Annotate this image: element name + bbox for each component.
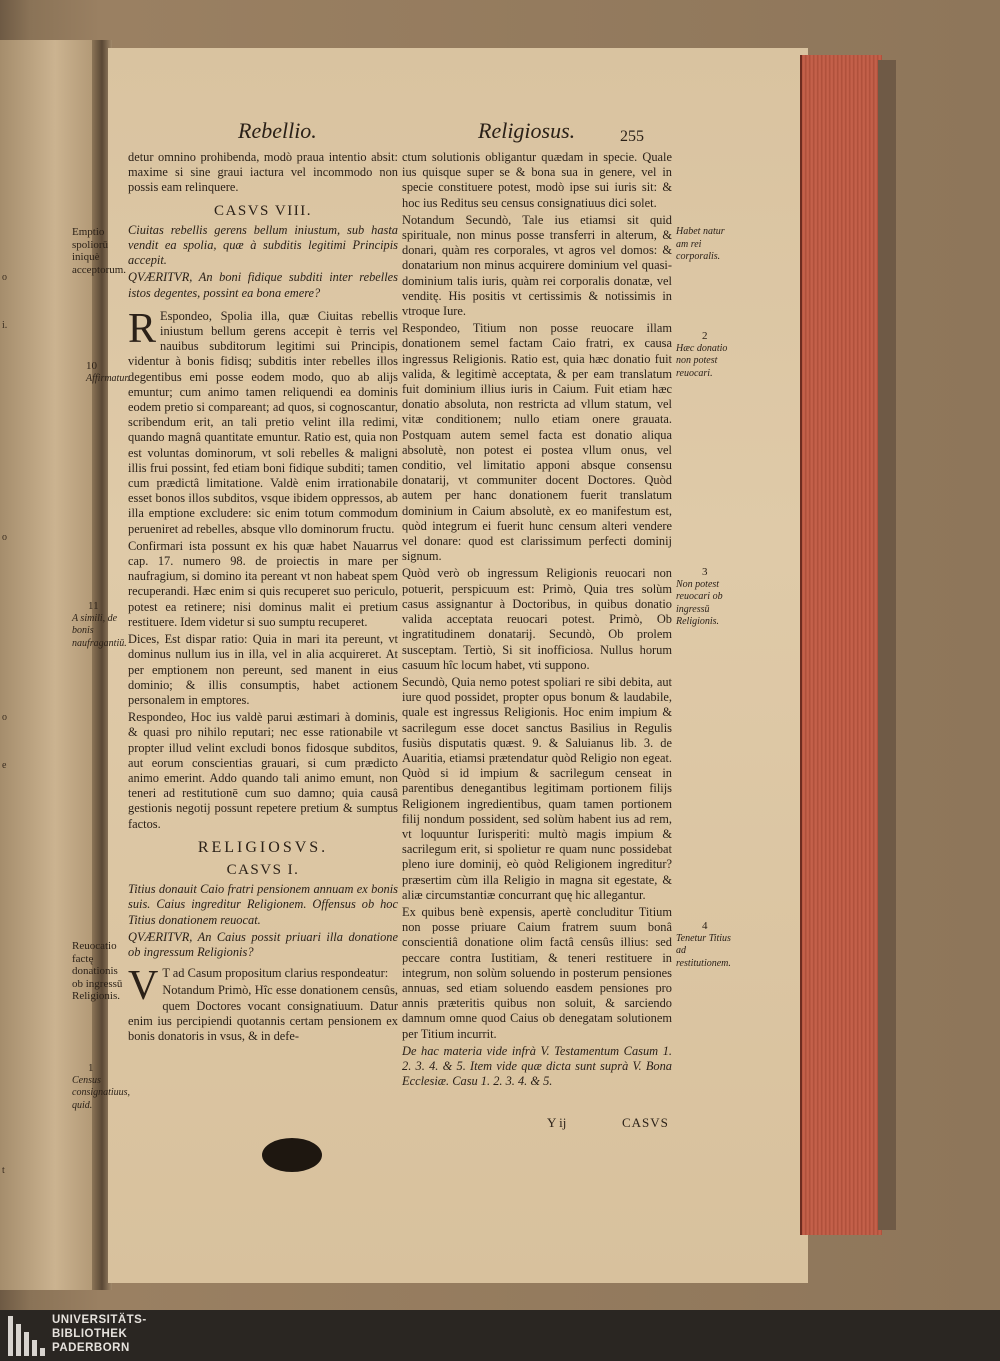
right-paragraph-7: De hac materia vide infrà V. Testamentum Casum 1. 2. 3. 4. & 5. Item vide quæ dicta sunt suprà V. Bona Ecclesiæ. Casu 1. 2. 3. 4. & 5. [402,1043,672,1089]
casus-i-question: QVÆRITVR, An Caius possit priuari illa donatione ob ingressum Religionis? [128,929,398,959]
ink-stain [262,1138,322,1172]
margin-note-text: Habet natur am rei corporalis. [676,226,725,262]
left-page-fragment: o [2,712,7,723]
library-logo-text [52,1313,147,1355]
right-paragraph-2: Notandum Secundò, Tale ius etiamsi sit quid spirituale, non minus posse transferri in alterum, & donari, quàm res corporales, vt agros vel domos: & donatarium non minus acquirere dominium vel quasi-dominium talis iuris, quàm rei corporalis donatæ, vel venditę. His positis vt certissimis & notissimis in vtroque Iure. [402,212,672,319]
respondeo2-paragraph: Respondeo, Hoc ius valdè parui æstimari à dominis, & quasi pro nihilo reputari; nec esse rationabile vt propter illud velint excludi bonos fidosque subditos, aut eorum conscientias grauari, si cum prædicto animo emerint. Addo quando tali animo emunt, non teneri ad restitutionē cum suo damno; quia causâ gestionis negotij possunt repetere pretium & sumptus factos. [128,710,398,831]
book-cover-edge [878,60,896,1230]
margin-note-number: 3 [702,566,708,578]
margin-note-text: Affirmatur. [86,372,130,384]
vt-paragraph [128,963,398,1010]
margin-note-number: 10 [86,360,97,372]
margin-note-number: 4 [702,920,708,932]
running-head-right: Religiosus. [478,118,576,143]
margin-note-number: 2 [702,330,708,342]
dropcap-v: V [128,963,159,1010]
casus-viii-heading: CASVS VIII. [214,202,312,219]
margin-note-reuocatio: Reuocatio factę donationis ob ingressū Religionis. [72,940,123,1002]
margin-note-text: A simili, de bonis naufragantiū. [72,612,127,649]
margin-note-4 [676,920,734,970]
margin-note-2 [676,330,734,380]
margin-note-11 [72,600,126,650]
right-paragraph-1: ctum solutionis obligantur quædam in specie. Quale ius quisque super se & bona sua in genere, vel in specie constituere potest, modò ipse sui iuris sit: & hoc ius Reditus seu census consignatiuus dici solet. [402,150,672,210]
library-logo-icon [8,1316,44,1356]
dices-paragraph: Dices, Est dispar ratio: Quia in mari ita pereunt, vt dominus nullum ius in illa, vel in alia acquireret. At per emptionem non pereunt, sed manent in eius dominio; & illis consumptis, habet actionem personalem in emptores. [128,632,398,707]
casus-i-heading: CASVS I. [226,861,300,878]
margin-note-text: Tenetur Titius ad restitutionem. [676,932,731,969]
margin-note-emptio: Emptio spoliorū iniquè acceptorum. [72,226,127,276]
logo-line: BIBLIOTHEK [52,1328,128,1340]
right-paragraph-6: Ex quibus benè expensis, apertè concluditur Titium non posse priuare Caium fratrem suum bonâ conscientiâ donatione olim factâ censûs illius: sed peccare contra Iustitiam, & teneri restituere in integrum, non solùm soluendo in posterum pensiones annuas, sed etiam soluendo easdem pensiones pro annis præteritis quibus non soluit, & sarciendo damnum omne quod Caius ob denegatam solutionem per Titium incurrit. [402,904,672,1041]
notandum-paragraph: Notandum Primò, Hîc esse donationem censûs, quem Doctores vocant consignatiuum. Datur enim ius percipiendi quotannis certam pensionem ex bonis donatoris in vsus, & in defe- [128,983,398,1043]
page-number: 255 [620,128,644,145]
left-page-fragment: o [2,272,7,283]
vt-text: T ad Casum propositum clarius respondeatur: [162,966,389,981]
religiosus-heading: RELIGIOSVS. [197,838,329,856]
respondeo-text: Espondeo, Spolia illa, quæ Ciuitas rebellis iniustum bellum gerens accepit è terris vel nauibus subditorum legitimi sui Principis, videntur à bonis fidisq; subditis inter rebelles illos degentibus emi posse eodem modo, quo ab alijs emuntur; cum animo tamen reliquendi ea dominis eodem pretio si compareant; ad quos, si cognoscantur, scribendum erit, an tali pretio velint illa redimi, quando magnâ quantitate emuntur. Ratio est, quia non est voluntas dominorum, vt soli rebelles & maligni illis frui possint, fed etiam boni fidique subditi; tamen cum prædictâ limitatione. Valdè enim irrationabile esset bonos illos subditos, vsque ibidem oppressos, ab illa emptione excludere: sic enim totum commodum perueniret ad rebelles, absque vllo dominorum fructu. [128,308,398,536]
respondeo-paragraph [128,305,398,537]
margin-note-text: Census consignatiuus, quid. [72,1074,131,1111]
margin-note-number: 1 [88,1062,94,1074]
casus-i-case: Titius donauit Caio fratri pensionem annuam ex bonis suis. Caius ingreditur Religionem. Offensus ob hoc Titius donationem reuocat. [128,882,398,927]
catchword: CASVS [622,1115,669,1130]
right-paragraph-5: Secundò, Quia nemo potest spoliari re sibi debita, aut iure quod possidet, propter opus bonum & laudabile, quale est ingressus Religionis. Hoc enim impium & sacrilegum esse docet sanctus Basilius in Regulis fusiùs disputatis quæst. 9. & Saluianus lib. 3. de Auaritia, etiamsi prætendatur quòd Religio non egeat. Quòd si id impium & sacrilegum censeat in parentibus denegantibus legitimam portionem filijs Religionem ingredientibus, quam tamen portionem filij nondum possident, sed solùm habent ius ad rem, vt loquuntur Iurisperiti: multò magis impium & sacrilegum erit, si spolietur re quam nunc possidebat pleno iure dominij, eò quòd Religionem ingreditur? præsertim cùm illa Religio in magna sit egestate, & aliæ circumstantiæ concurrant quę hic allegantur. [402,674,672,902]
page-edges [800,55,882,1235]
logo-line: UNIVERSITÄTS- [52,1314,147,1326]
left-page-fragment: e [2,760,7,771]
opening-paragraph: detur omnino prohibenda, modò praua intentio absit: maxime si sine graui iactura vel incommodo non possis eam relinquere. [128,150,398,195]
casus-viii-question: QVÆRITVR, An boni fidique subditi inter rebelles istos degentes, possint ea bona emere? [128,270,398,300]
running-head-left: Rebellio. [238,118,317,143]
logo-line: PADERBORN [52,1342,130,1354]
left-text-column [128,150,398,1046]
margin-note-habet [676,226,734,264]
margin-note-1 [72,1062,131,1112]
left-page-fragment: i. [2,320,8,331]
footer-bar [0,1310,1000,1361]
right-text-column [402,150,672,1091]
margin-note-3 [676,566,734,629]
left-page-fragment: o [2,532,7,543]
right-paragraph-3: Respondeo, Titium non posse reuocare illam donationem semel factam Caio fratri, ex causa ingressus Religionis. Ratio est, quia hæc donatio fuit valida, & legitimè acceptata, & per eam translatum fuit dominium illius iuris in Caium. Fuit etiam hæc donatio absoluta, non restricta ad vllum statum, vel vitæ conditionem; nullo etiam onere grauata. Postquam autem semel facta est donatio aliqua absolutè, non potest ei postea vllum onus, vel conditio, vel limitatio apponi absque consensu donatarij, vt communiter docent Doctores. Quòd autem per hanc donationem fuerit translatum dominium in Caium absolutè, ex eo manifestum est, quòd integrum ei fuerit hunc censum alteri vendere vel donare: quod est clarissimum perfecti dominij signum. [402,321,672,564]
signature-mark: Y ij [547,1115,567,1130]
margin-note-number: 11 [88,600,99,612]
margin-note-10 [86,360,130,385]
left-page-fragment: t [2,1165,5,1176]
dropcap-r: R [128,305,157,352]
margin-note-text: Hæc donatio non potest reuocari. [676,342,728,379]
right-paragraph-4: Quòd verò ob ingressum Religionis reuocari non potuerit, perspicuum est: Primò, Quia tres solùm casus assignantur à Doctoribus, in quibus donatio valida acceptata reuocari potest. Primò, Ob ingratitudinem donatarij. Secundò, Ob prolem susceptam. Tertiò, Si sit inofficiosa. Nullus horum casuum hîc locum habet, vti suppono. [402,566,672,672]
casus-viii-case: Ciuitas rebellis gerens bellum iniustum, sub hasta vendit ea spolia, quæ à subditis legitimi Principis accepit. [128,222,398,268]
confirmari-paragraph: Confirmari ista possunt ex his quæ habet Nauarrus cap. 17. numero 98. de proiectis in mare per naufragium, si domino ita pereant vt non habeat spem recuperandi. Hæc enim si quis recuperet suo periculo, potest ea retinere; nisi dominus malit ei pretium restituere. Idem videtur si suo sumptu recuperet. [128,538,398,629]
margin-note-text: Non potest reuocari ob ingressū Religionis. [676,578,723,627]
